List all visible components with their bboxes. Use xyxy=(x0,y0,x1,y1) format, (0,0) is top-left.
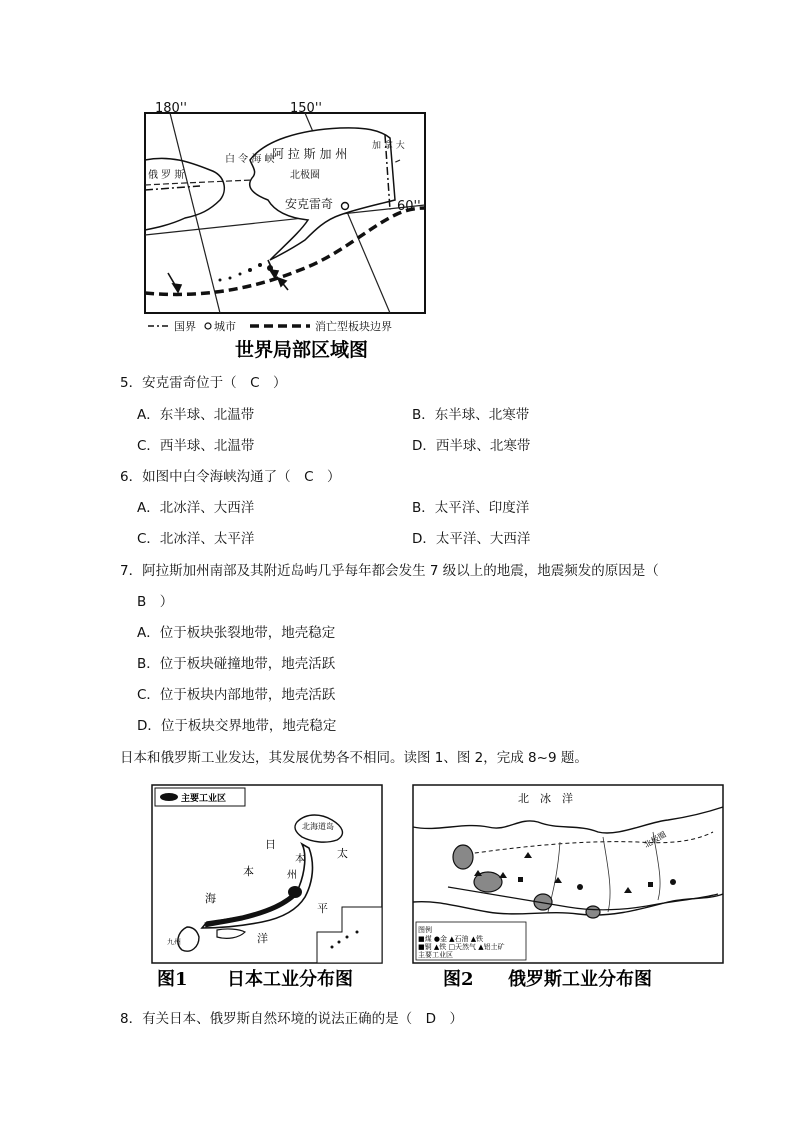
kyushu-island xyxy=(178,927,199,951)
label-arctic-ocean: 北 冰 洋 xyxy=(518,792,573,805)
legend-border-label: 国界 xyxy=(174,320,196,333)
label-kyushu: 九州 xyxy=(167,938,181,946)
label-180: 180'' xyxy=(155,101,187,116)
label-sea-2: 本 xyxy=(243,865,254,878)
q6-option-b: B．太平洋、印度洋 xyxy=(412,500,530,516)
q6-option-d: D．太平洋、大西洋 xyxy=(412,531,531,547)
q7-option-d: D．位于板块交界地带，地壳稳定 xyxy=(137,718,337,734)
label-sea-1: 日 xyxy=(265,838,276,851)
q6-option-c: C．北冰洋、太平洋 xyxy=(137,531,255,547)
q7-option-b: B．位于板块碰撞地带，地壳活跃 xyxy=(137,656,336,672)
q5-option-b: B．东半球、北寒带 xyxy=(412,407,530,423)
label-arctic-circle: 北极圈 xyxy=(290,170,320,181)
industrial-zone-keihin xyxy=(288,886,302,898)
q5-stem: 5．安克雷奇位于（ C ） xyxy=(120,375,287,391)
russia-legend-line3: 主要工业区 xyxy=(418,951,453,959)
map1-legend xyxy=(148,319,392,333)
q7-stem: 7．阿拉斯加州南部及其附近岛屿几乎每年都会发生 7 级以上的地震，地震频发的原因是（ xyxy=(120,563,659,579)
world-region-map xyxy=(140,100,440,365)
japan-industry-map xyxy=(147,782,387,992)
q5-option-c: C．西半球、北温带 xyxy=(137,438,255,454)
label-60: 60'' xyxy=(397,199,421,214)
label-pacific-2: 平 xyxy=(317,902,328,915)
fig2-caption: 俄罗斯工业分布图 xyxy=(508,969,652,990)
russia-industry-map xyxy=(408,782,728,992)
japan-legend-label: 主要工业区 xyxy=(181,794,227,804)
world-region-map-svg xyxy=(140,100,440,365)
q5-option-a: A．东半球、北温带 xyxy=(137,407,255,423)
russia-map-svg xyxy=(408,782,728,992)
legend-plate-label: 消亡型板块边界 xyxy=(315,320,392,333)
label-russia-arctic-circle: 北极圈 xyxy=(642,829,668,850)
japan-legend-swatch xyxy=(160,793,178,801)
map1-caption: 世界局部区域图 xyxy=(235,339,369,361)
label-pacific-1: 太 xyxy=(337,847,348,860)
label-anchorage: 安克雷奇 xyxy=(285,197,334,211)
q6-stem: 6．如图中白令海峡沟通了（ C ） xyxy=(120,469,341,485)
label-russia: 俄 罗 斯 xyxy=(148,170,185,181)
q6-option-a: A．北冰洋、大西洋 xyxy=(137,500,255,516)
q5-option-d: D．西半球、北寒带 xyxy=(412,438,531,454)
russia-legend-line1: ■煤 ●金 ▲石油 ▲铁 xyxy=(418,935,484,943)
anchorage-city-marker xyxy=(342,203,349,210)
industrial-zone-siberia xyxy=(586,906,600,918)
q7-answer: B ） xyxy=(137,594,174,610)
q8-stem: 8．有关日本、俄罗斯自然环境的说法正确的是（ D ） xyxy=(120,1011,463,1027)
japan-map-svg xyxy=(147,782,387,992)
label-pacific-3: 洋 xyxy=(257,932,268,945)
label-honshu-1: 本 xyxy=(295,854,305,865)
fig2-number: 图2 xyxy=(443,969,474,990)
q7-option-a: A．位于板块张裂地带，地壳稳定 xyxy=(137,625,336,641)
russia-legend-title: 图例 xyxy=(418,926,432,934)
label-150: 150'' xyxy=(290,101,322,116)
label-bering-strait: 白 令 海 峡 xyxy=(225,154,275,165)
legend-city-label: 城市 xyxy=(214,320,236,333)
label-hokkaido: 北海道岛 xyxy=(302,822,334,831)
q7-option-c: C．位于板块内部地带，地壳活跃 xyxy=(137,687,336,703)
fig1-number: 图1 xyxy=(157,969,188,990)
intro-text: 日本和俄罗斯工业发达，其发展优势各不相同。读图 1、图 2，完成 8~9 题。 xyxy=(120,750,588,766)
russia-legend-line2: ■铜 ▲铁 □天然气 ▲铝土矿 xyxy=(418,943,505,951)
label-canada: 加 拿 大 xyxy=(372,141,405,151)
label-sea-3: 海 xyxy=(205,892,216,905)
label-alaska: 阿 拉 斯 加 州 xyxy=(272,147,348,161)
industrial-zone-stpetersburg xyxy=(453,845,473,869)
label-honshu-2: 州 xyxy=(287,870,297,881)
fig1-caption: 日本工业分布图 xyxy=(227,969,353,990)
